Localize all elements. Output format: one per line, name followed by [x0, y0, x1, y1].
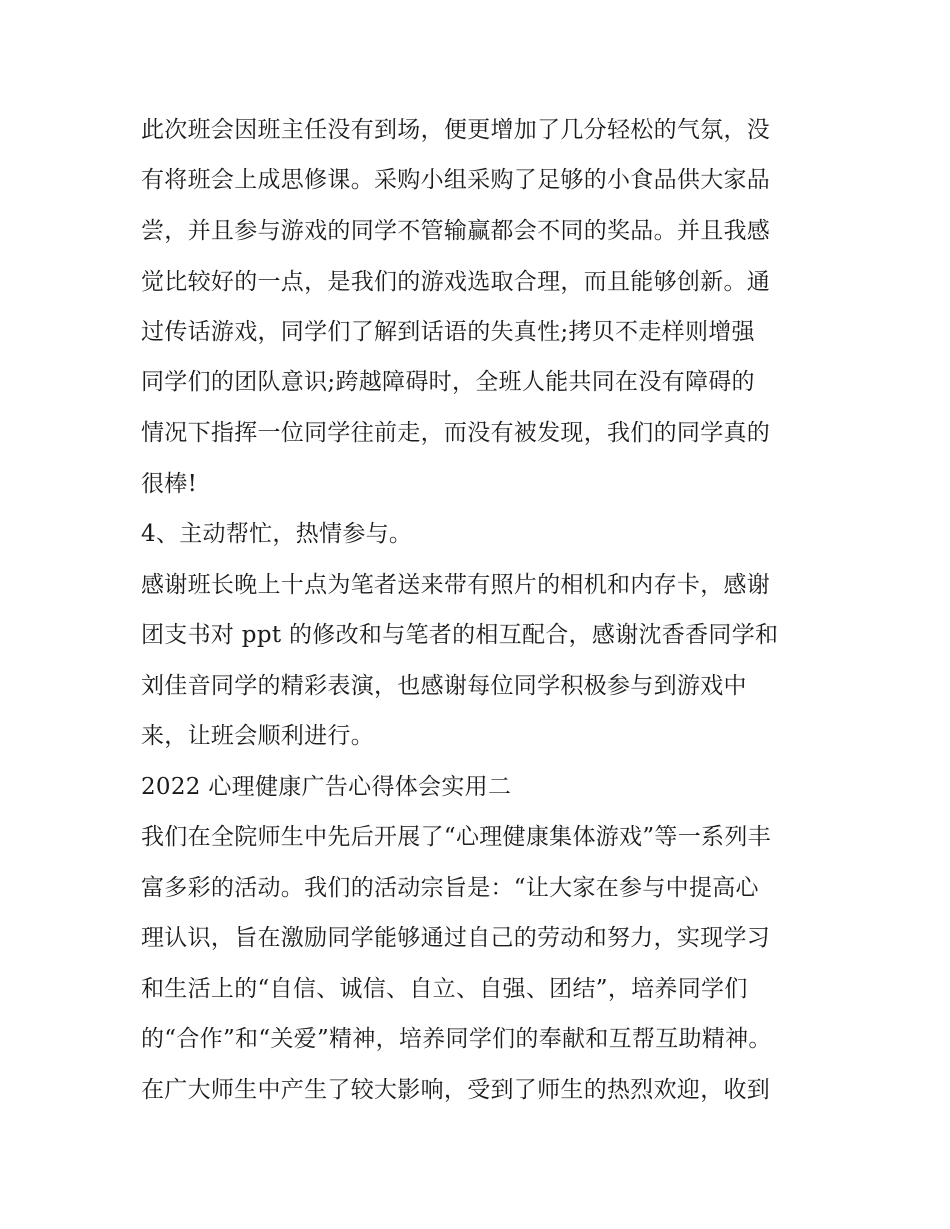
text-line: 尝，并且参与游戏的同学不管输赢都会不同的奖品。并且我感: [141, 218, 771, 244]
text-line: 同学们的团队意识;跨越障碍时，全班人能共同在没有障碍的: [141, 369, 755, 395]
text-line: 觉比较好的一点，是我们的游戏选取合理，而且能够创新。通: [141, 269, 771, 295]
text-line: 富多彩的活动。我们的活动宗旨是：“让大家在参与中提高心: [141, 875, 759, 901]
list-item-heading: 4、主动帮忙，热情参与。: [141, 521, 413, 547]
section-title: 2022 心理健康广告心得体会实用二: [141, 774, 512, 800]
text-line: 情况下指挥一位同学往前走，而没有被发现，我们的同学真的: [141, 420, 771, 446]
text-line: 感谢班长晚上十点为笔者送来带有照片的相机和内存卡，感谢: [141, 572, 771, 598]
text-line: 很棒!: [141, 471, 198, 497]
text-line: 我们在全院师生中先后开展了“心理健康集体游戏”等一系列丰: [141, 824, 771, 850]
text-line: 团支书对 ppt 的修改和与笔者的相互配合，感谢沈香香同学和: [141, 622, 779, 648]
text-line: 在广大师生中产生了较大影响，受到了师生的热烈欢迎，收到: [141, 1077, 771, 1103]
text-line: 过传话游戏，同学们了解到话语的失真性;拷贝不走样则增强: [141, 319, 755, 345]
text-line: 来，让班会顺利进行。: [141, 723, 374, 749]
text-line: 理认识，旨在激励同学能够通过自己的劳动和努力，实现学习: [141, 925, 771, 951]
text-line: 的“合作”和“关爱”精神，培养同学们的奉献和互帮互助精神。: [141, 1026, 772, 1052]
text-line: 刘佳音同学的精彩表演，也感谢每位同学积极参与到游戏中: [141, 673, 747, 699]
text-line: 和生活上的“自信、诚信、自立、自强、团结”，培养同学们: [141, 976, 748, 1002]
text-line: 此次班会因班主任没有到场，便更增加了几分轻松的气氛，没: [141, 117, 771, 143]
text-line: 有将班会上成思修课。采购小组采购了足够的小食品供大家品: [141, 167, 771, 193]
